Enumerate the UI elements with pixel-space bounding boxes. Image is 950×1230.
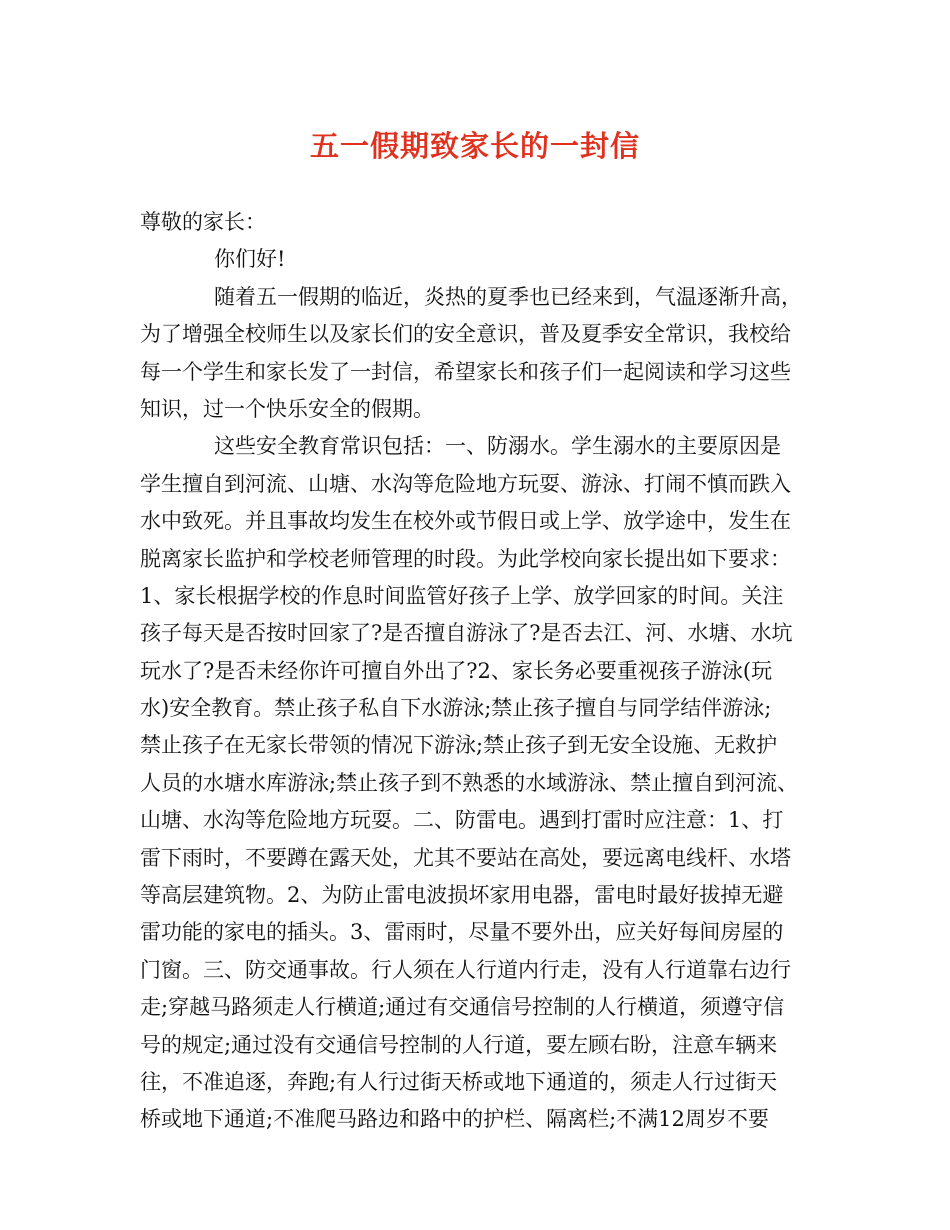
text-line: 学生擅自到河流、山塘、水沟等危险地方玩耍、游泳、打闹不慎而跌入 (140, 471, 791, 496)
text-line: 孩子每天是否按时回家了?是否擅自游泳了?是否去江、河、水塘、水坑 (140, 621, 793, 646)
text-line: 雷功能的家电的插头。3、雷雨时，尽量不要外出，应关好每间房屋的 (140, 920, 784, 945)
text-line: 等高层建筑物。2、为防止雷电波损坏家用电器，雷电时最好拔掉无避 (140, 883, 784, 908)
text-line: 走;穿越马路须走人行横道;通过有交通信号控制的人行横道，须遵守信 (140, 995, 785, 1020)
text-line: 脱离家长监护和学校老师管理的时段。为此学校向家长提出如下要求： (140, 546, 791, 571)
text-line: 随着五一假期的临近，炎热的夏季也已经来到，气温逐渐升高， (214, 284, 802, 309)
text-line: 1、家长根据学校的作息时间监管好孩子上学、放学回家的时间。关注 (140, 583, 784, 608)
text-line: 水)安全教育。禁止孩子私自下水游泳;禁止孩子擅自与同学结伴游泳; (140, 696, 772, 721)
text-line: 水中致死。并且事故均发生在校外或节假日或上学、放学途中，发生在 (140, 509, 791, 534)
letter-body (140, 204, 830, 1139)
paragraph-lines (140, 279, 830, 1139)
greeting: 你们好! (214, 247, 286, 272)
text-line: 桥或地下通道;不准爬马路边和路中的护栏、隔离栏;不满12周岁不要 (140, 1107, 769, 1132)
document-title: 五一假期致家长的一封信 (309, 129, 640, 163)
text-line: 玩水了?是否未经你许可擅自外出了?2、家长务必要重视孩子游泳(玩 (140, 658, 773, 683)
text-line: 山塘、水沟等危险地方玩耍。二、防雷电。遇到打雷时应注意：1、打 (140, 808, 784, 833)
text-line: 雷下雨时，不要蹲在露天处，尤其不要站在高处，要远离电线杆、水塔 (140, 845, 791, 870)
text-line: 禁止孩子在无家长带领的情况下游泳;禁止孩子到无安全设施、无救护 (140, 733, 778, 758)
text-line: 这些安全教育常识包括：一、防溺水。学生溺水的主要原因是 (214, 434, 781, 459)
salutation: 尊敬的家长： (140, 210, 266, 234)
text-line: 每一个学生和家长发了一封信，希望家长和孩子们一起阅读和学习这些 (140, 359, 791, 384)
text-line: 门窗。三、防交通事故。行人须在人行道内行走，没有人行道靠右边行 (140, 957, 791, 982)
text-line: 为了增强全校师生以及家长们的安全意识，普及夏季安全常识，我校给 (140, 322, 791, 347)
text-line: 知识，过一个快乐安全的假期。 (140, 396, 434, 421)
text-line: 人员的水塘水库游泳;禁止孩子到不熟悉的水域游泳、禁止擅自到河流、 (140, 770, 799, 795)
text-line: 往，不准追逐，奔跑;有人行过街天桥或地下通道的，须走人行过街天 (140, 1069, 778, 1094)
text-line: 号的规定;通过没有交通信号控制的人行道，要左顾右盼，注意车辆来 (140, 1032, 778, 1057)
